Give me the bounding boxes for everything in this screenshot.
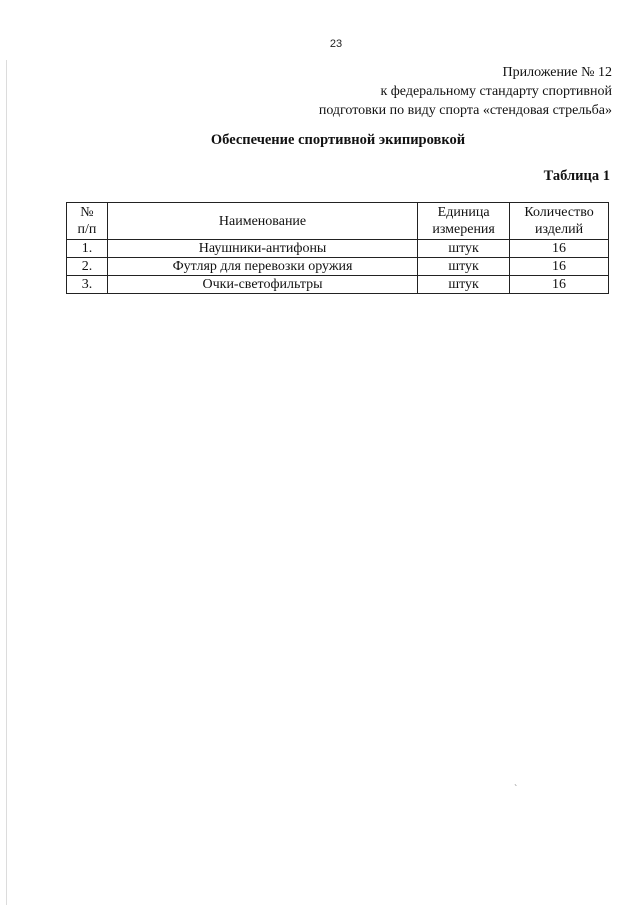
header-unit-line-2: измерения	[432, 222, 495, 237]
header-number-line-2: п/п	[77, 222, 97, 237]
document-title: Обеспечение спортивной экипировкой	[210, 132, 466, 148]
header-unit	[418, 203, 510, 240]
appendix-line-1: Приложение № 12	[502, 65, 612, 80]
row-number: 2.	[67, 258, 108, 276]
header-number	[67, 203, 108, 240]
header-quantity-line-2: изделий	[534, 222, 584, 237]
table-label: Таблица 1	[543, 168, 610, 184]
header-name	[107, 203, 417, 240]
page-number: 23	[329, 38, 343, 50]
equipment-table	[66, 202, 609, 294]
row-unit: штук	[418, 276, 510, 294]
row-name: Очки-светофильтры	[107, 276, 417, 294]
table-row	[67, 258, 609, 276]
appendix-line-2: к федеральному стандарту спортивной	[380, 84, 612, 99]
table-row	[67, 276, 609, 294]
row-number: 3.	[67, 276, 108, 294]
header-quantity	[510, 203, 609, 240]
appendix-line-3: подготовки по виду спорта «стендовая стрельба»	[318, 103, 612, 118]
row-unit: штук	[418, 258, 510, 276]
table-header-row	[67, 203, 609, 240]
row-quantity: 16	[510, 258, 609, 276]
table-row	[67, 240, 609, 258]
page-edge-line	[6, 60, 7, 905]
row-quantity: 16	[510, 276, 609, 294]
header-number-line-1: №	[80, 205, 94, 220]
row-name: Футляр для перевозки оружия	[107, 258, 417, 276]
row-number: 1.	[67, 240, 108, 258]
header-quantity-line-1: Количество	[524, 205, 594, 220]
row-unit: штук	[418, 240, 510, 258]
header-name-label: Наименование	[218, 213, 307, 229]
row-quantity: 16	[510, 240, 609, 258]
header-unit-line-1: Единица	[437, 205, 490, 220]
appendix-header	[319, 63, 612, 120]
scan-artifact-mark: `	[514, 784, 518, 795]
row-name: Наушники-антифоны	[107, 240, 417, 258]
